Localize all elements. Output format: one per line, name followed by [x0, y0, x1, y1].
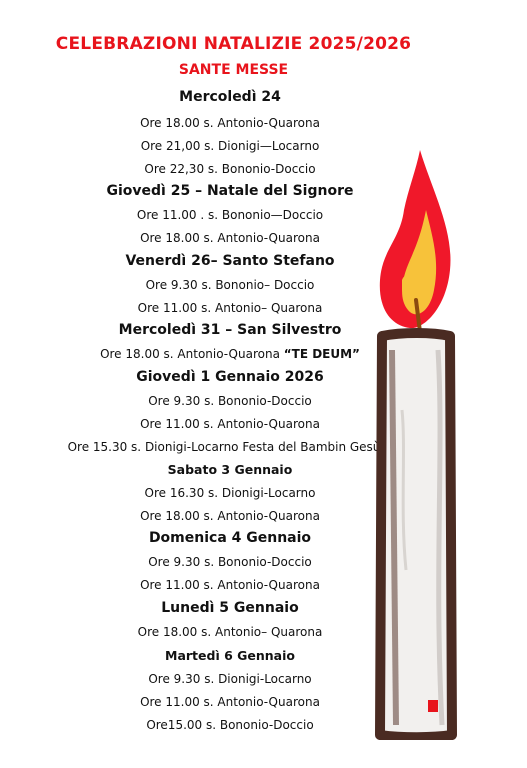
mass-time: Ore 9.30 s. Bononio-Doccio: [148, 555, 312, 569]
mass-time: Ore 11.00 . s. Bononio—Doccio: [136, 208, 324, 222]
mass-time: Ore 18.00 s. Antonio-Quarona: [140, 116, 320, 130]
day-heading: Mercoledì 24: [179, 89, 281, 105]
mass-time: Ore 21,00 s. Dionigi—Locarno: [140, 139, 320, 153]
mass-time: Ore 11.00 s. Antonio-Quarona: [140, 695, 320, 709]
mass-time: Ore 15.30 s. Dionigi-Locarno Festa del Bambin Gesù: [67, 440, 381, 454]
mass-time: Ore 18.00 s. Antonio– Quarona: [137, 625, 323, 639]
mass-time: Ore 16.30 s. Dionigi-Locarno: [144, 486, 316, 500]
mass-time: Ore 9.30 s. Bononio-Doccio: [148, 394, 312, 408]
mass-time: Ore 18.00 s. Antonio-Quarona: [140, 509, 320, 523]
te-deum-label: “TE DEUM”: [283, 347, 360, 361]
mass-time: Ore 9.30 s. Dionigi-Locarno: [148, 672, 312, 686]
page-title: CELEBRAZIONI NATALIZIE 2025/2026: [55, 34, 412, 54]
day-heading: Lunedì 5 Gennaio: [161, 600, 299, 616]
mass-time: Ore 11.00 s. Antonio-Quarona: [140, 578, 320, 592]
mass-time: Ore 9.30 s. Bononio– Doccio: [145, 278, 315, 292]
day-heading: Martedì 6 Gennaio: [165, 648, 295, 663]
mass-time: Ore 18.00 s. Antonio-Quarona: [140, 231, 320, 245]
mass-time-text: Ore 18.00 s. Antonio-Quarona: [100, 347, 284, 361]
page-subtitle: SANTE MESSE: [178, 62, 289, 78]
day-heading: Sabato 3 Gennaio: [167, 462, 293, 477]
day-heading: Giovedì 25 – Natale del Signore: [106, 183, 354, 199]
mass-time: Ore 22,30 s. Bononio-Doccio: [144, 162, 316, 176]
day-heading: Mercoledì 31 – San Silvestro: [118, 322, 342, 338]
day-heading: Domenica 4 Gennaio: [148, 530, 312, 546]
candle-icon: [372, 150, 462, 740]
mass-time: Ore15.00 s. Bononio-Doccio: [146, 718, 314, 732]
mass-time: Ore 11.00 s. Antonio-Quarona: [140, 417, 320, 431]
day-heading: Giovedì 1 Gennaio 2026: [136, 369, 324, 385]
mass-time: Ore 11.00 s. Antonio– Quarona: [137, 301, 323, 315]
day-heading: Venerdì 26– Santo Stefano: [125, 253, 335, 269]
